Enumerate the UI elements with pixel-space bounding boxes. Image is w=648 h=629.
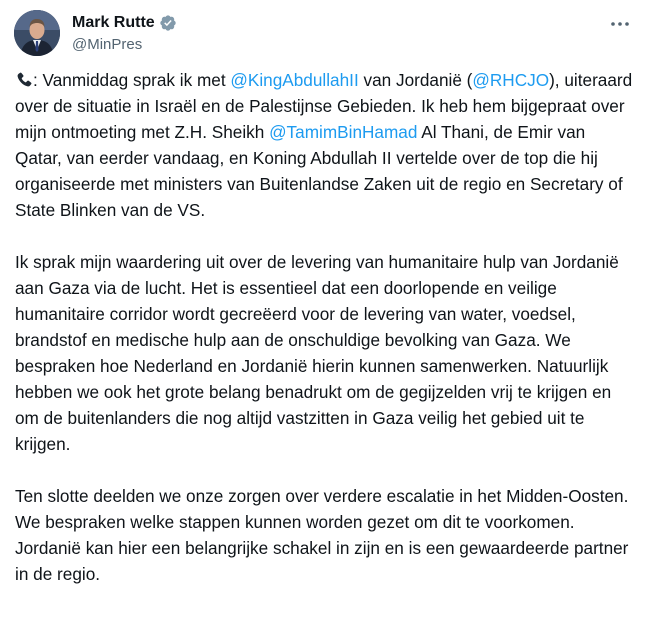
- profile-photo-icon: [14, 10, 60, 56]
- paragraph-1-text-b: van Jordanië (: [358, 70, 473, 90]
- paragraph-1-text-c: ), uiteraard over de situatie in Israël en de Palestijnse Gebieden. Ik heb hem bijgepraat over mijn ontmoeting met Z.H. Sheikh: [15, 70, 633, 142]
- mention-kingabdullahii[interactable]: @KingAbdullahII: [230, 70, 359, 90]
- mention-rhcjo[interactable]: @RHCJO: [472, 70, 550, 90]
- avatar[interactable]: [14, 10, 60, 56]
- tweet-text: [15, 67, 635, 613]
- phone-receiver-icon: [15, 70, 33, 88]
- paragraph-1: [15, 67, 635, 223]
- paragraph-3: Ten slotte deelden we onze zorgen over verdere escalatie in het Midden-Oosten. We bespraken welke stappen kunnen worden gezet om dit te voorkomen. Jordanië kan hier een belangrijke schakel in zijn en is een gewaardeerde partner in de regio.: [15, 486, 629, 584]
- tweet-header: [14, 10, 634, 58]
- author-names: [72, 13, 177, 55]
- display-name-row: [72, 13, 177, 33]
- display-name[interactable]: Mark Rutte: [72, 14, 155, 31]
- verified-badge-icon[interactable]: [159, 14, 177, 32]
- paragraph-1-text-a: : Vanmiddag sprak ik met: [33, 70, 231, 90]
- handle[interactable]: @MinPres: [72, 36, 143, 53]
- paragraph-2: Ik sprak mijn waardering uit over de levering van humanitaire hulp van Jordanië aan Gaza via de lucht. Het is essentieel dat een doorlopende en veilige humanitaire corridor wordt gecreëerd voor de levering van water, voedsel, brandstof en medische hulp aan de onschuldige bevolking van Gaza. We bespraken hoe Nederland en Jordanië hierin kunnen samenwerken. Natuurlijk hebben we ook het grote belang benadrukt om de gegijzelden vrij te krijgen en om de buitenlanders die nog altijd vastzitten in Gaza veilig het gebied uit te krijgen.: [15, 252, 619, 454]
- mention-tamimbinhamad[interactable]: @TamimBinHamad: [269, 122, 418, 142]
- more-dots-icon: [610, 21, 630, 27]
- more-options-button[interactable]: [606, 14, 634, 34]
- paragraph-1-text-d: Al Thani, de Emir van Qatar, van eerder vandaag, en Koning Abdullah II vertelde over de top die hij organiseerde met ministers van Buitenlandse Zaken uit de regio en Secretary of State Blinken van de VS.: [15, 122, 623, 220]
